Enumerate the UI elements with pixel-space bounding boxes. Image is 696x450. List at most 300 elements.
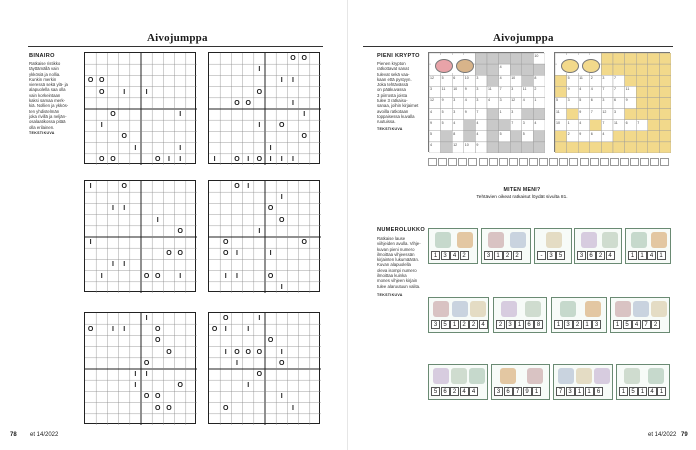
- binairo-given-digit: I: [123, 261, 126, 269]
- krypto-cell-number: 12: [453, 142, 458, 147]
- krypto-cell-number: 5: [522, 131, 525, 136]
- binairo-given-digit: I: [258, 315, 261, 322]
- krypto-cell-number: 5: [499, 131, 502, 136]
- binairo-given-digit: O: [267, 205, 274, 213]
- krypto-cell-number: 7: [614, 76, 616, 81]
- binairo-given-digit: O: [155, 393, 161, 401]
- krypto-cell-number: 3: [614, 109, 616, 114]
- binairo-given-digit: O: [279, 359, 285, 367]
- numerolukko-number-cell: 3: [577, 251, 586, 260]
- clue-picture-icon: [624, 368, 640, 384]
- krypto-cell-number: 9: [625, 98, 628, 103]
- clue-picture-icon: [435, 232, 451, 248]
- krypto-cell-number: 3: [522, 120, 525, 125]
- krypto-cell-number: 10: [534, 54, 539, 58]
- numerolukko-number-cell: 2: [596, 251, 605, 260]
- krypto-cell-number: 7: [602, 87, 605, 92]
- clue-picture-icon: [488, 232, 504, 248]
- krypto-cell: [636, 53, 648, 64]
- numerolukko-number-cell: 1: [657, 251, 666, 260]
- krypto-picture-clues: [431, 55, 473, 73]
- krypto-cell-number: 1: [534, 98, 537, 103]
- binairo-given-digit: O: [256, 155, 263, 163]
- krypto-cell: [659, 142, 671, 153]
- numerolukko-number-cell: 9: [523, 387, 532, 396]
- binairo-given-digit: I: [258, 66, 261, 74]
- krypto-cell-number: 10: [464, 142, 469, 147]
- krypto-cell: [487, 64, 499, 75]
- krypto-cell-number: 4: [499, 65, 502, 70]
- clue-picture-icon: [469, 368, 485, 384]
- krypto-cell-number: 9: [464, 109, 467, 114]
- clue-picture-icon: [648, 368, 664, 384]
- binairo-given-digit: I: [112, 205, 114, 213]
- binairo-given-digit: O: [223, 315, 229, 322]
- binairo-given-digit: I: [247, 382, 250, 390]
- clue-picture-icon: [451, 368, 467, 384]
- numerolukko-number-cell: 2: [450, 387, 459, 396]
- numerolukko-clue-box: [553, 364, 613, 400]
- binairo-grid: [84, 180, 196, 292]
- numerolukko-heading: NUMEROLUKKO: [377, 227, 426, 233]
- krypto-answer-box: [600, 158, 609, 166]
- krypto-cell: [522, 53, 534, 64]
- krypto-answer-box: [660, 158, 669, 166]
- binairo-given-digit: O: [155, 155, 161, 163]
- binairo-given-digit: I: [123, 205, 126, 213]
- numerolukko-clue-box: [428, 364, 488, 400]
- binairo-given-digit: I: [224, 348, 227, 356]
- numerolukko-number-cell: 1: [638, 251, 647, 260]
- krypto-answer-box: [479, 158, 488, 166]
- numerolukko-number-cell: 3: [441, 251, 450, 260]
- krypto-cell-number: 3: [511, 109, 514, 114]
- numerolukko-number-cell: 4: [469, 387, 478, 396]
- binairo-given-digit: O: [155, 272, 161, 280]
- clue-picture-icon: [651, 301, 667, 317]
- numerolukko-clue-box: [551, 297, 607, 333]
- krypto-cell: [533, 109, 545, 120]
- krypto-heading: PIENI KRYPTO: [377, 53, 420, 59]
- krypto-answer-box: [458, 158, 467, 166]
- binairo-given-digit: I: [179, 155, 182, 163]
- binairo-given-digit: I: [179, 272, 182, 280]
- krypto-cell-number: 10: [511, 76, 516, 81]
- numerolukko-number-cell: 1: [638, 387, 647, 396]
- krypto-cell-number: 5: [567, 76, 570, 81]
- krypto-cell: [487, 142, 499, 153]
- binairo-credit: TEKSTIKUVA: [29, 131, 55, 135]
- binairo-given-digit: I: [100, 272, 103, 280]
- krypto-cell: [625, 53, 637, 64]
- clue-picture-icon: [582, 59, 600, 73]
- binairo-given-digit: O: [290, 55, 296, 62]
- clue-picture-icon: [433, 301, 449, 317]
- clue-picture-icon: [561, 59, 579, 73]
- krypto-cell-number: 3: [476, 87, 479, 92]
- numerolukko-number-cell: 2: [503, 251, 512, 260]
- krypto-cell: [510, 142, 522, 153]
- krypto-cell-number: 6: [590, 131, 593, 136]
- numerolukko-clue-box: [534, 228, 572, 264]
- binairo-given-digit: I: [224, 272, 227, 280]
- binairo-given-digit: O: [234, 99, 240, 107]
- krypto-cell: [487, 53, 499, 64]
- krypto-cell-number: 1: [567, 120, 570, 125]
- krypto-answer-box: [569, 158, 578, 166]
- krypto-cell-number: 10: [453, 87, 458, 92]
- numerolukko-number-cell: 6: [441, 387, 450, 396]
- krypto-cell-number: 12: [430, 98, 434, 103]
- numerolukko-number-cell: 1: [619, 387, 628, 396]
- binairo-given-digit: I: [292, 99, 294, 107]
- binairo-given-digit: O: [155, 326, 161, 334]
- numerolukko-number-cell: 8: [534, 320, 543, 329]
- clue-picture-icon: [527, 368, 543, 384]
- binairo-given-digit: O: [234, 183, 240, 190]
- krypto-answer-box: [529, 158, 538, 166]
- binairo-given-digit: I: [258, 227, 261, 235]
- krypto-cell-number: 5: [579, 98, 582, 103]
- numerolukko-clue-box: [428, 228, 478, 264]
- numerolukko-number-cell: 3: [592, 320, 601, 329]
- miten-meni-heading: MITEN MENI?: [503, 187, 541, 193]
- binairo-given-digit: I: [123, 88, 126, 96]
- binairo-given-digit: I: [280, 283, 283, 291]
- binairo-given-digit: I: [280, 155, 283, 163]
- krypto-cell: [636, 75, 648, 86]
- binairo-given-digit: O: [110, 155, 116, 163]
- clue-picture-icon: [633, 301, 649, 317]
- clue-picture-icon: [510, 232, 526, 248]
- krypto-cell: [510, 53, 522, 64]
- krypto-cell: [522, 142, 534, 153]
- clue-picture-icon: [470, 301, 486, 317]
- krypto-cell-number: 9: [464, 87, 467, 92]
- krypto-cell-number: 5: [441, 120, 444, 125]
- binairo-given-digit: O: [121, 133, 127, 141]
- numerolukko-clue-box: [481, 228, 531, 264]
- clue-picture-icon: [631, 232, 647, 248]
- krypto-cell-number: 6: [614, 98, 616, 103]
- numerolukko-number-cell: 1: [554, 320, 563, 329]
- krypto-cell: [487, 109, 499, 120]
- numerolukko-number-cell: 3: [566, 387, 575, 396]
- krypto-cell: [533, 142, 545, 153]
- krypto-cell: [555, 131, 567, 142]
- binairo-given-digit: I: [112, 261, 114, 269]
- krypto-answer-box: [519, 158, 528, 166]
- krypto-cell-number: 9: [579, 109, 582, 114]
- krypto-cell-number: 4: [453, 120, 456, 125]
- krypto-cell: [510, 131, 522, 142]
- krypto-cell-number: 4: [464, 98, 467, 103]
- krypto-cell-number: 4: [476, 131, 479, 136]
- krypto-cell-number: 5: [430, 131, 432, 136]
- numerolukko-number-cell: 7: [513, 387, 522, 396]
- numerolukko-number-cell: 6: [587, 251, 596, 260]
- krypto-answer-box: [559, 158, 568, 166]
- numerolukko-number-cell: 7: [642, 320, 651, 329]
- binairo-given-digit: I: [236, 250, 238, 258]
- bread-icon: [456, 59, 474, 73]
- krypto-cell-number: 8: [534, 76, 537, 81]
- binairo-given-digit: I: [258, 122, 261, 130]
- binairo-given-digit: O: [279, 216, 285, 224]
- numerolukko-clue-box: [616, 364, 670, 400]
- numerolukko-number-cell: 4: [648, 387, 657, 396]
- krypto-cell-number: 11: [522, 87, 527, 92]
- krypto-cell-number: 6: [590, 98, 593, 103]
- krypto-cell-number: 7: [511, 120, 514, 125]
- binairo-given-digit: O: [110, 111, 116, 118]
- krypto-cell-number: 11: [488, 87, 492, 92]
- numerolukko-number-cell: 2: [460, 251, 469, 260]
- krypto-cell: [659, 75, 671, 86]
- krypto-cell: [625, 64, 637, 75]
- krypto-cell-number: 3: [430, 87, 432, 92]
- numerolukko-number-cell: 2: [469, 320, 478, 329]
- krypto-cell: [590, 120, 605, 131]
- krypto-cell: [648, 64, 660, 75]
- binairo-given-digit: O: [143, 272, 150, 280]
- krypto-cell: [659, 86, 671, 97]
- krypto-answer-box: [580, 158, 589, 166]
- clue-picture-icon: [594, 368, 610, 384]
- krypto-cell-number: 9: [567, 87, 570, 92]
- binairo-given-digit: O: [223, 250, 229, 258]
- krypto-cell: [522, 64, 534, 75]
- krypto-cell: [636, 142, 648, 153]
- numerolukko-number-cell: 1: [628, 251, 637, 260]
- binairo-given-digit: O: [155, 404, 161, 412]
- numerolukko-number-cell: 7: [556, 387, 565, 396]
- krypto-cell: [648, 53, 660, 64]
- numerolukko-number-cell: 2: [460, 320, 469, 329]
- krypto-answer-box: [428, 158, 437, 166]
- krypto-cell-number: 11: [441, 87, 446, 92]
- binairo-given-digit: O: [301, 55, 307, 62]
- binairo-given-digit: I: [280, 393, 283, 401]
- krypto-cell-number: 4: [476, 120, 479, 125]
- krypto-cell-number: 11: [625, 87, 630, 92]
- binairo-given-digit: O: [99, 155, 105, 163]
- krypto-answer-box: [489, 158, 498, 166]
- binairo-given-digit: O: [121, 183, 127, 190]
- binairo-given-digit: I: [280, 77, 283, 85]
- krypto-cell: [487, 75, 499, 86]
- binairo-given-digit: I: [179, 111, 182, 118]
- numerolukko-number-cell: 5: [431, 387, 440, 396]
- krypto-cell-number: 3: [602, 76, 605, 81]
- binairo-given-digit: O: [245, 99, 251, 107]
- numerolukko-number-cell: 1: [532, 387, 541, 396]
- krypto-cell: [510, 64, 522, 75]
- krypto-cell: [659, 120, 671, 131]
- numerolukko-number-cell: 1: [585, 387, 594, 396]
- numerolukko-clue-box: [493, 297, 547, 333]
- krypto-cell: [648, 75, 660, 86]
- clue-picture-icon: [585, 301, 601, 317]
- krypto-cell-number: 3: [511, 87, 514, 92]
- krypto-cell-number: 2: [534, 87, 537, 92]
- krypto-answer-box: [549, 158, 558, 166]
- binairo-given-digit: O: [87, 326, 94, 334]
- krypto-cell: [613, 131, 625, 142]
- krypto-cell: [625, 142, 637, 153]
- numerolukko-credit: TEKSTIKUVA: [377, 293, 403, 297]
- krypto-grid-left: [428, 52, 544, 152]
- krypto-answer-box: [468, 158, 477, 166]
- krypto-cell: [533, 64, 545, 75]
- binairo-given-digit: O: [177, 227, 183, 235]
- numerolukko-number-cell: 3: [564, 320, 573, 329]
- krypto-cell-number: 6: [625, 120, 628, 125]
- numerolukko-number-cell: 4: [450, 251, 459, 260]
- krypto-cell: [567, 142, 579, 153]
- clue-picture-icon: [560, 301, 576, 317]
- krypto-cell: [636, 97, 648, 108]
- krypto-cell-number: 3: [453, 98, 456, 103]
- krypto-cell: [499, 142, 511, 153]
- clue-picture-icon: [500, 368, 516, 384]
- numerolukko-number-cell: 1: [613, 320, 622, 329]
- numerolukko-number-cell: 2: [496, 320, 505, 329]
- krypto-cell: [601, 64, 613, 75]
- krypto-cell-number: 4: [602, 131, 605, 136]
- krypto-cell: [613, 53, 625, 64]
- krypto-cell-number: 9: [430, 120, 432, 125]
- krypto-cell-number: 3: [453, 109, 456, 114]
- binairo-given-digit: I: [156, 216, 159, 224]
- numerolukko-number-cell: 1: [494, 251, 503, 260]
- numerolukko-number-cell: 2: [513, 251, 522, 260]
- krypto-cell-number: 4: [579, 120, 582, 125]
- numerolukko-clue-box: [491, 364, 550, 400]
- binairo-given-digit: O: [279, 122, 285, 130]
- krypto-cell-number: 8: [453, 131, 456, 136]
- krypto-answer-box: [539, 158, 548, 166]
- numerolukko-number-cell: 3: [506, 320, 515, 329]
- krypto-answer-box: [499, 158, 508, 166]
- krypto-cell: [648, 86, 660, 97]
- numerolukko-number-cell: 4: [460, 387, 469, 396]
- binairo-given-digit: O: [256, 371, 263, 378]
- krypto-cell-number: 4: [488, 98, 490, 103]
- binairo-given-digit: O: [245, 348, 251, 356]
- krypto-answer-box: [610, 158, 619, 166]
- krypto-cell-number: 12: [511, 98, 516, 103]
- binairo-given-digit: O: [87, 77, 94, 85]
- krypto-cell: [522, 109, 534, 120]
- binairo-given-digit: I: [134, 382, 137, 390]
- krypto-cell: [555, 142, 567, 153]
- krypto-cell: [625, 131, 637, 142]
- krypto-cell-number: 3: [602, 98, 605, 103]
- krypto-cell: [475, 64, 487, 75]
- krypto-cell-number: 6: [453, 76, 456, 81]
- krypto-cell: [578, 142, 590, 153]
- numerolukko-clue-box: [428, 297, 489, 333]
- krypto-cell: [648, 109, 660, 120]
- krypto-cell: [601, 142, 613, 153]
- numerolukko-number-cell: 5: [623, 320, 632, 329]
- left-page-title: Aivojumppa: [147, 32, 208, 44]
- krypto-picture-clues: [557, 55, 599, 73]
- numerolukko-clue-box: [610, 297, 670, 333]
- krypto-cell: [464, 120, 479, 131]
- binairo-given-digit: O: [177, 250, 183, 258]
- krypto-cell-number: 7: [476, 109, 479, 114]
- binairo-given-digit: I: [292, 155, 294, 163]
- clue-picture-icon: [651, 232, 667, 248]
- krypto-cell: [567, 109, 582, 120]
- binairo-given-digit: O: [166, 404, 172, 412]
- krypto-cell: [659, 53, 671, 64]
- krypto-cell-number: 9: [579, 131, 582, 136]
- krypto-cell: [659, 64, 671, 75]
- binairo-given-digit: I: [292, 404, 294, 412]
- binairo-given-digit: I: [269, 144, 272, 152]
- krypto-cell-number: 7: [602, 120, 605, 125]
- numerolukko-number-cell: 5: [556, 251, 565, 260]
- binairo-given-digit: I: [145, 88, 148, 96]
- krypto-cell-number: 4: [579, 87, 582, 92]
- numerolukko-instructions: Ratkaise lause viihjeiden avulla. Vihje- kuvan pieni numero ilmoittaa vihjeessän kirjainten lukumäärän. Kuvan alapuolella oleva isompi numero ilmoittaa kuinka mones vihjeen kirjain tulee alaruutuun valita.: [377, 236, 421, 289]
- krypto-cell: [659, 97, 671, 108]
- clue-picture-icon: [525, 301, 541, 317]
- krypto-cell: [499, 53, 511, 64]
- numerolukko-number-cell: 1: [431, 251, 440, 260]
- krypto-cell-number: 11: [614, 120, 618, 125]
- krypto-cell: [636, 86, 648, 97]
- krypto-cell: [441, 142, 453, 153]
- numerolukko-number-cell: 2: [573, 320, 582, 329]
- clue-picture-icon: [602, 232, 618, 248]
- krypto-cell: [464, 131, 479, 142]
- page-number-left: 78: [10, 432, 17, 438]
- krypto-cell-number: 7: [590, 109, 593, 114]
- numerolukko-number-cell: 5: [629, 387, 638, 396]
- krypto-cell-number: 7: [499, 87, 502, 92]
- binairo-given-digit: I: [280, 348, 283, 356]
- krypto-cell: [636, 131, 648, 142]
- krypto-cell-number: 3: [567, 98, 570, 103]
- krypto-answer-box: [630, 158, 639, 166]
- clue-picture-icon: [576, 368, 592, 384]
- binairo-given-digit: O: [301, 133, 307, 141]
- binairo-given-digit: O: [267, 337, 274, 345]
- krypto-cell: [625, 75, 637, 86]
- binairo-given-digit: O: [267, 272, 274, 280]
- numerolukko-number-cell: 1: [657, 387, 666, 396]
- binairo-given-digit: O: [177, 382, 183, 390]
- title-rule: [28, 46, 323, 47]
- krypto-cell-number: 7: [637, 120, 640, 125]
- numerolukko-clue-box: [625, 228, 671, 264]
- binairo-given-digit: I: [303, 111, 306, 118]
- krypto-cell: [659, 131, 671, 142]
- binairo-given-digit: O: [301, 239, 307, 246]
- binairo-grid: [208, 52, 320, 164]
- krypto-cell-number: 4: [430, 109, 432, 114]
- krypto-cell-number: 4: [534, 120, 537, 125]
- binairo-given-digit: O: [143, 393, 150, 401]
- krypto-cell: [648, 142, 660, 153]
- binairo-grid: [208, 312, 320, 424]
- binairo-grid: [208, 180, 320, 292]
- krypto-cell-number: 2: [590, 76, 593, 81]
